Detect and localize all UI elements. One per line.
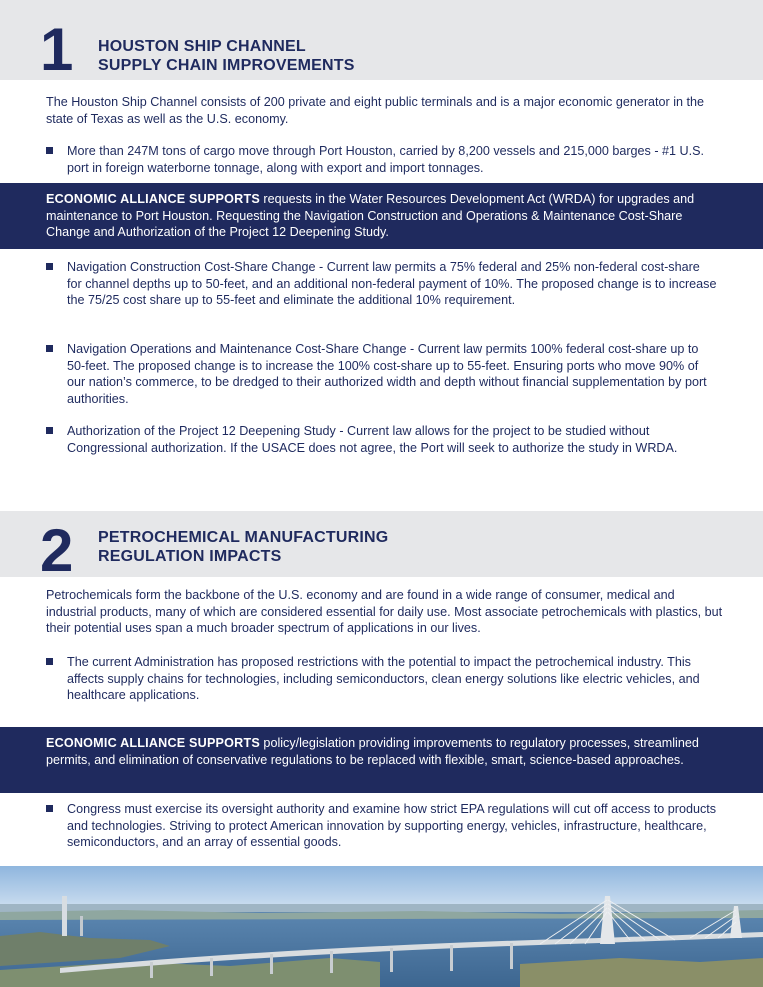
list-item-text: Navigation Operations and Maintenance Cost-Share Change - Current law permits 100% federal cost-share up to 50-feet. The proposed change is to increase the 100% cost-share up to 55-feet. Ensuring ports who move 90% of our nation’s commerce, to be dredged to their authorized width and depth without financial supplementation by port authorities.	[67, 342, 707, 406]
section-2-support-banner	[0, 727, 763, 793]
section-1-title-line1: HOUSTON SHIP CHANNEL	[98, 38, 306, 55]
section-2-title	[98, 528, 388, 566]
section-1-title	[98, 37, 355, 75]
bullet-square-icon	[46, 658, 53, 665]
section-1-title-line2: SUPPLY CHAIN IMPROVEMENTS	[98, 57, 355, 74]
support-lead: ECONOMIC ALLIANCE SUPPORTS	[46, 192, 260, 206]
support-lead: ECONOMIC ALLIANCE SUPPORTS	[46, 736, 260, 750]
list-item-text: The current Administration has proposed restrictions with the potential to impact the petrochemical industry. This affects supply chains for technologies, including semiconductors, clean energy solutions like electric vehicles, and healthcare applications.	[67, 655, 700, 702]
bullet-square-icon	[46, 805, 53, 812]
section-1-support-banner	[0, 183, 763, 249]
list-item-text: More than 247M tons of cargo move through Port Houston, carried by 8,200 vessels and 215,000 barges - #1 U.S. port in foreign waterborne tonnage, along with export and import tonnages.	[67, 144, 705, 175]
ship-channel-bridge-photo	[0, 866, 763, 987]
section-1-number: 1	[40, 16, 72, 83]
support-text: requests in the Water Resources Development Act (WRDA) for upgrades and maintenance to Port Houston. Requesting the Navigation Construction and Operations & Maintenance Cost-Share Change and Authorization of the Project 12 Deepening Study.	[46, 192, 695, 239]
section-2-title-line1: PETROCHEMICAL MANUFACTURING	[98, 529, 389, 546]
list-item-text: Congress must exercise its oversight authority and examine how strict EPA regulations will cut off access to products and technologies. Striving to protect American innovation by supporting energy, vehicles, infrastructure, healthcare, semiconductors, and an array of essential goods.	[67, 802, 717, 849]
section-2-header	[0, 511, 763, 584]
bullet-square-icon	[46, 345, 53, 352]
section-1-header	[0, 0, 763, 83]
bullet-square-icon	[46, 427, 53, 434]
bullet-square-icon	[46, 263, 53, 270]
section-2-number: 2	[40, 517, 72, 584]
list-item-text: Navigation Construction Cost-Share Change - Current law permits a 75% federal and 25% non-federal cost-share for channel depths up to 50-feet, and an additional non-federal payment of 10%. The proposed change is to increase the 75/25 cost share up to 55-feet and eliminate the additional 10% requirement.	[67, 260, 717, 307]
bullet-square-icon	[46, 147, 53, 154]
section-2-intro: Petrochemicals form the backbone of the U.S. economy and are found in a wide range of consumer, medical and industrial products, many of which are considered essential for daily use. Most associate petrochemicals with plastics, but their potential uses span a much broader spectrum of applications in our lives.	[46, 588, 723, 635]
list-item-text: Authorization of the Project 12 Deepening Study - Current law allows for the project to be studied without Congressional authorization. If the USACE does not agree, the Port will seek to authorize the study in WRDA.	[67, 424, 678, 455]
section-2-title-line2: REGULATION IMPACTS	[98, 548, 282, 565]
section-1-intro: The Houston Ship Channel consists of 200 private and eight public terminals and is a major economic generator in the state of Texas as well as the U.S. economy.	[46, 95, 705, 126]
support-text: policy/legislation providing improvements to regulatory processes, streamlined permits, and elimination of conservative regulations to be replaced with flexible, smart, science-based approaches.	[46, 736, 699, 767]
